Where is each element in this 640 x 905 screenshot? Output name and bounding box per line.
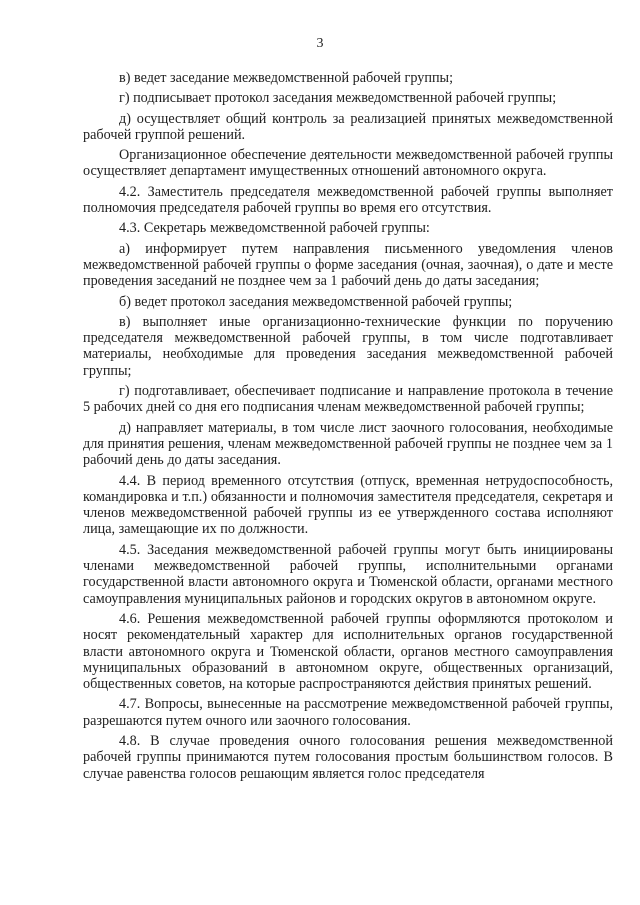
- paragraph: Организационное обеспечение деятельности межведомственной рабочей группы осуществляет департамент имущественных отношений автономного округа.: [83, 147, 613, 180]
- paragraph: г) подписывает протокол заседания межведомственной рабочей группы;: [119, 90, 557, 107]
- paragraph: в) ведет заседание межведомственной рабочей группы;: [119, 70, 454, 86]
- document-body: [83, 70, 613, 786]
- page-number: 3: [316, 36, 324, 51]
- paragraph: 4.8. В случае проведения очного голосования решения межведомственной рабочей группы принимаются путем голосования простым большинством голосов. В случае равенства голосов решающим является голос председателя: [83, 732, 613, 782]
- paragraph: б) ведет протокол заседания межведомственной рабочей группы;: [119, 293, 513, 310]
- paragraph: д) осуществляет общий контроль за реализацией принятых межведомственной рабочей группой решений.: [83, 110, 613, 143]
- paragraph: 4.2. Заместитель председателя межведомственной рабочей группы выполняет полномочия председателя рабочей группы во время его отсутствия.: [83, 183, 613, 217]
- paragraph: д) направляет материалы, в том числе лист заочного голосования, необходимые для принятия решения, членам межведомственной рабочей группы не позднее чем за 1 рабочий день до даты заседания.: [83, 419, 613, 469]
- paragraph: 4.7. Вопросы, вынесенные на рассмотрение межведомственной рабочей группы, разрешаются путем очного или заочного голосования.: [83, 696, 613, 729]
- paragraph: 4.3. Секретарь межведомственной рабочей группы:: [119, 220, 430, 237]
- paragraph: 4.6. Решения межведомственной рабочей группы оформляются протоколом и носят рекомендательный характер для исполнительных органов государственной власти автономного округа и Тюменской области, органов местного самоуправления муниципальных образований в автономном округе, общественных организаций, общественных советов, на которые распространяются действия принятых решений.: [83, 610, 613, 693]
- paragraph: 4.4. В период временного отсутствия (отпуск, временная нетрудоспособность, командировка и т.п.) обязанности и полномочия заместителя председателя, секретаря и членов межведомственной рабочей группы из ее утвержденного состава исполняют лица, замещающие их по должности.: [83, 472, 613, 538]
- paragraph: 4.5. Заседания межведомственной рабочей группы могут быть инициированы членами межведомственной рабочей группы, исполнительными органами государственной власти автономного округа и Тюменской области, органами местного самоуправления муниципальных районов и городских округов в автономном округе.: [83, 541, 613, 607]
- paragraph: а) информирует путем направления письменного уведомления членов межведомственной рабочей группы о форме заседания (очная, заочная), о дате и месте проведения заседаний не позднее чем за 1 рабочий день до даты заседания;: [83, 240, 613, 290]
- paragraph: в) выполняет иные организационно-технические функции по поручению председателя межведомственной рабочей группы, в том числе подготавливает материалы, необходимые для проведения заседания межведомственной рабочей группы;: [83, 313, 613, 379]
- paragraph: г) подготавливает, обеспечивает подписание и направление протокола в течение 5 рабочих дней со дня его подписания членам межведомственной рабочей группы;: [83, 383, 613, 416]
